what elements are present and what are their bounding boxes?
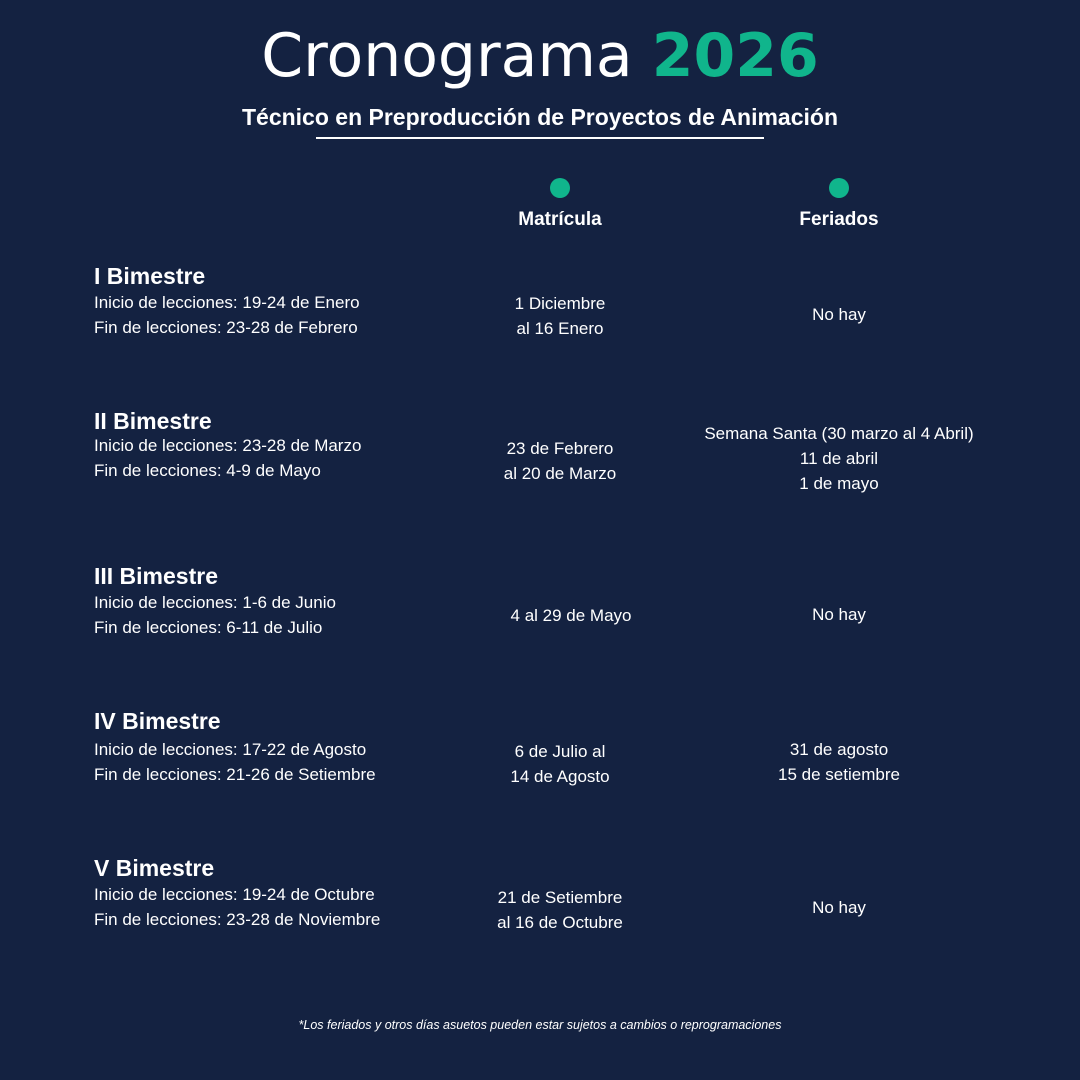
subtitle-underline (316, 137, 764, 139)
enrollment-line: al 16 de Octubre (497, 913, 623, 932)
page-title (0, 22, 1080, 90)
enrollment-line: 1 Diciembre (514, 294, 606, 313)
holiday-line: No hay (812, 605, 866, 624)
lessons-start: Inicio de lecciones: 19-24 de Enero (94, 293, 360, 312)
enrollment-cell (400, 885, 720, 935)
enrollment-cell (400, 739, 720, 789)
lessons-end: Fin de lecciones: 6-11 de Julio (94, 618, 323, 637)
lessons-end: Fin de lecciones: 21-26 de Setiembre (94, 765, 376, 784)
lessons-start: Inicio de lecciones: 23-28 de Marzo (94, 436, 362, 455)
bimester-title: II Bimestre (94, 408, 212, 434)
holidays-cell (679, 602, 999, 627)
holidays-dot-icon (829, 178, 849, 198)
enrollment-line: al 16 Enero (516, 319, 604, 338)
holiday-line: No hay (812, 305, 866, 324)
holiday-line: No hay (812, 898, 866, 917)
bimester-title: IV Bimestre (94, 708, 221, 734)
title-main: Cronograma (261, 21, 633, 91)
enrollment-line: 14 de Agosto (510, 767, 610, 786)
enrollment-line: 4 al 29 de Mayo (510, 606, 632, 625)
lessons-start: Inicio de lecciones: 19-24 de Octubre (94, 885, 375, 904)
bimester-title: III Bimestre (94, 563, 218, 589)
title-year: 2026 (651, 21, 819, 91)
holidays-cell (679, 421, 999, 496)
enrollment-cell (400, 291, 720, 341)
footnote: *Los feriados y otros días asuetos pueden estar sujetos a cambios o reprogramaciones (298, 1018, 782, 1032)
holiday-line: 15 de setiembre (778, 765, 900, 784)
holiday-line: Semana Santa (30 marzo al 4 Abril) (704, 424, 974, 443)
lessons-end: Fin de lecciones: 23-28 de Febrero (94, 318, 358, 337)
enrollment-line: 23 de Febrero (506, 439, 614, 458)
holiday-line: 1 de mayo (799, 474, 879, 493)
enrollment-column-header: Matrícula (518, 209, 602, 230)
holiday-line: 11 de abril (799, 449, 879, 468)
enrollment-line: al 20 de Marzo (503, 464, 617, 483)
bimester-title: V Bimestre (94, 855, 215, 881)
lessons-end: Fin de lecciones: 23-28 de Noviembre (94, 910, 381, 929)
holidays-cell (679, 302, 999, 327)
page-subtitle: Técnico en Preproducción de Proyectos de Animación (241, 104, 838, 130)
lessons-start: Inicio de lecciones: 17-22 de Agosto (94, 740, 367, 759)
holiday-line: 31 de agosto (789, 740, 889, 759)
bimester-title: I Bimestre (94, 263, 206, 289)
enrollment-dot-icon (550, 178, 570, 198)
enrollment-line: 6 de Julio al (514, 742, 606, 761)
enrollment-cell (400, 436, 720, 486)
holidays-cell (679, 895, 999, 920)
enrollment-line: 21 de Setiembre (497, 888, 623, 907)
holidays-cell (679, 737, 999, 787)
holidays-column-header: Feriados (799, 209, 879, 230)
lessons-start: Inicio de lecciones: 1-6 de Junio (94, 593, 336, 612)
lessons-end: Fin de lecciones: 4-9 de Mayo (94, 461, 321, 480)
